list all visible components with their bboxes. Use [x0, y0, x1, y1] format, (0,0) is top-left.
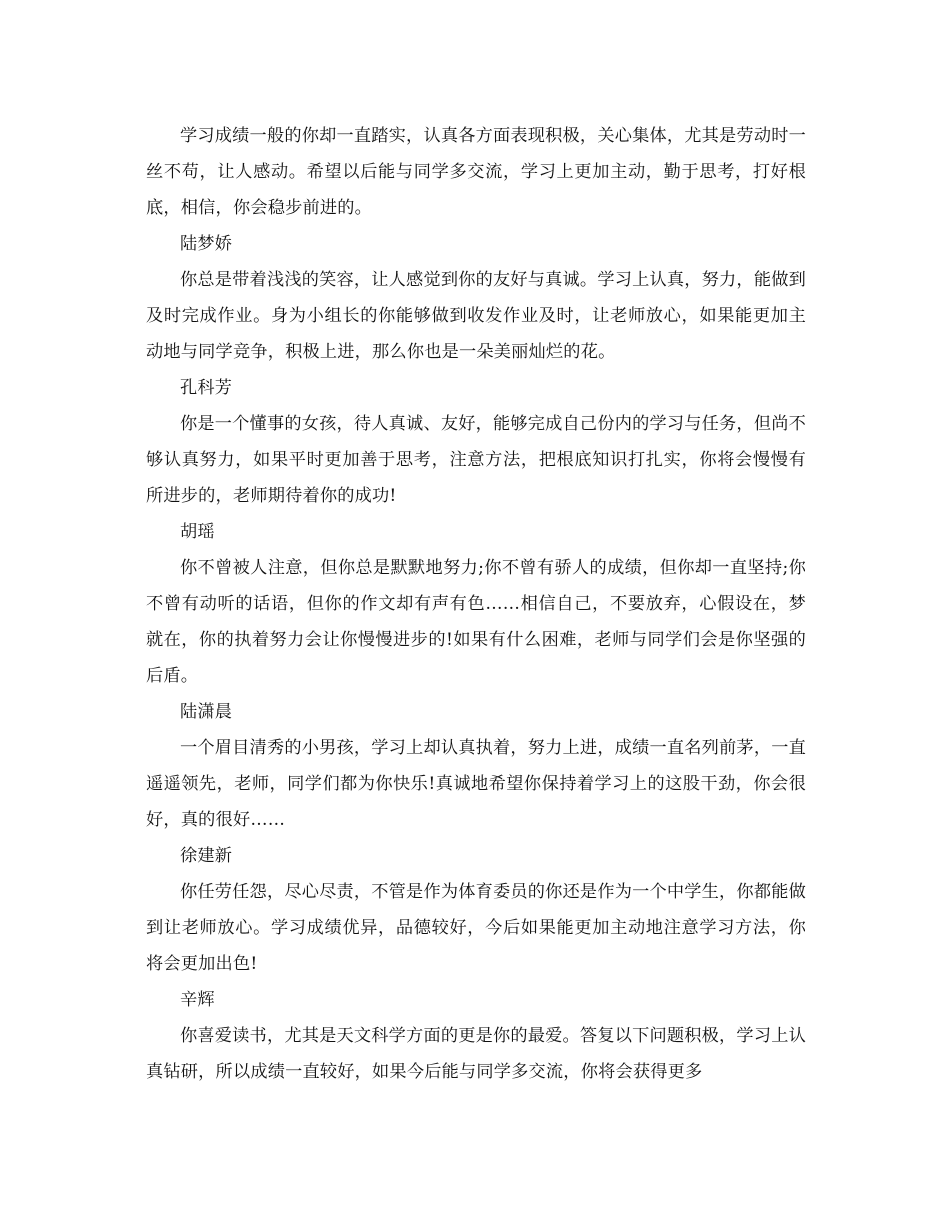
comment-paragraph-7: 你喜爱读书，尤其是天文科学方面的更是你的最爱。答复以下问题积极，学习上认真钻研，所以成绩一直较好，如果今后能与同学多交流，你将会获得更多	[146, 1026, 806, 1082]
comment-paragraph-4: 你不曾被人注意，但你总是默默地努力;你不曾有骄人的成绩，但你却一直坚持;你不曾有动听的话语，但你的作文却有声有色……相信自己，不要放弃，心假设在，梦就在，你的执着努力会让你慢慢进步的!如果有什么困难，老师与同学们会是你坚强的后盾。	[146, 558, 806, 686]
comment-paragraph-2: 你总是带着浅浅的笑容，让人感觉到你的友好与真诚。学习上认真，努力，能做到及时完成作业。身为小组长的你能够做到收发作业及时，让老师放心，如果能更加主动地与同学竞争，积极上进，那么你也是一朵美丽灿烂的花。	[146, 270, 806, 362]
student-name-hu-yao: 胡瑶	[180, 522, 215, 542]
comment-paragraph-3: 你是一个懂事的女孩，待人真诚、友好，能够完成自己份内的学习与任务，但尚不够认真努力，如果平时更加善于思考，注意方法，把根底知识打扎实，你将会慢慢有所进步的，老师期待着你的成功!	[146, 414, 806, 506]
comment-paragraph-6: 你任劳任怨，尽心尽责，不管是作为体育委员的你还是作为一个中学生，你都能做到让老师放心。学习成绩优异，品德较好，今后如果能更加主动地注意学习方法，你将会更加出色!	[146, 882, 806, 974]
student-name-xin-hui: 辛辉	[180, 990, 215, 1010]
student-name-lu-mengjiao: 陆梦娇	[180, 234, 233, 254]
comment-paragraph-1: 学习成绩一般的你却一直踏实，认真各方面表现积极，关心集体，尤其是劳动时一丝不苟，让人感动。希望以后能与同学多交流，学习上更加主动，勤于思考，打好根底，相信，你会稳步前进的。	[146, 126, 806, 218]
student-name-kong-kefang: 孔科芳	[180, 378, 233, 398]
document-page	[146, 118, 806, 1090]
student-name-xu-jianxin: 徐建新	[180, 846, 233, 866]
comment-paragraph-5: 一个眉目清秀的小男孩，学习上却认真执着，努力上进，成绩一直名列前茅，一直遥遥领先，老师，同学们都为你快乐!真诚地希望你保持着学习上的这股干劲，你会很好，真的很好……	[146, 738, 806, 830]
student-name-lu-xiaochen: 陆潇晨	[180, 702, 233, 722]
